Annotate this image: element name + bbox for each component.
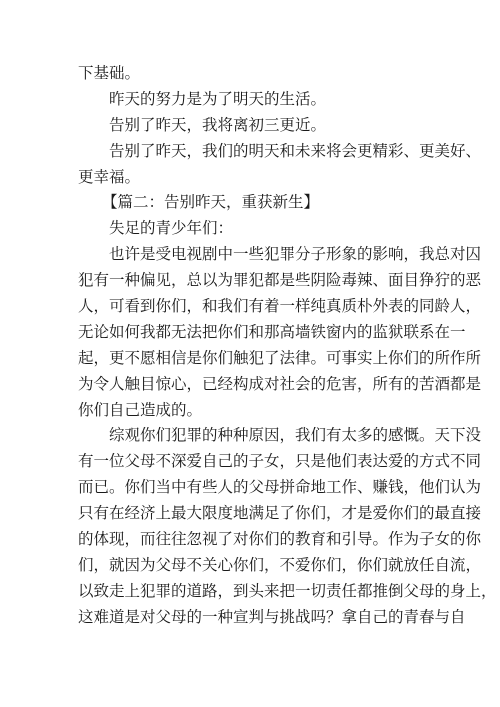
salutation	[78, 216, 428, 242]
document-page	[78, 61, 497, 631]
text-line: 有一位父母不深爱自己的子女，只是他们表达爱的方式不同	[78, 452, 482, 471]
text-line: 以致走上犯罪的道路，到头来把一切责任都推倒父母的身上，	[78, 581, 497, 600]
text-line: 你们自己造成的。	[78, 400, 203, 419]
text-line: 失足的青少年们：	[109, 219, 234, 238]
text-line: 为令人触目惊心，已经构成对社会的危害，所有的苦酒都是	[78, 374, 482, 393]
paragraph-body-1	[78, 242, 482, 423]
heading-text: 【篇二：告别昨天，重获新生】	[102, 193, 320, 212]
paragraph-body-2	[78, 423, 497, 630]
text-line: 昨天的努力是为了明天的生活。	[109, 89, 327, 108]
paragraph-effort	[78, 87, 428, 113]
text-line: 这难道是对父母的一种宣判与挑战吗？拿自己的青春与自	[78, 607, 466, 626]
text-line: 无论如何我都无法把你们和那高墙铁窗内的监狱联系在一	[78, 322, 466, 341]
text-line: 综观你们犯罪的种种原因，我们有太多的感慨。天下没	[109, 426, 482, 445]
text-line: 告别了昨天，我们的明天和未来将会更精彩、更美好、	[109, 141, 482, 160]
text-line: 们，就因为父母不关心你们，不爱你们，你们就放任自流，	[78, 555, 482, 574]
text-line: 起，更不愿相信是你们触犯了法律。可事实上你们的所作所	[78, 348, 482, 367]
paragraph-farewell-2	[78, 139, 482, 191]
text-line: 的体现，而往往忽视了对你们的教育和引导。作为子女的你	[78, 530, 482, 549]
text-line: 下基础。	[78, 64, 141, 82]
text-line: 犯有一种偏见，总以为罪犯都是些阴险毒辣、面目狰狞的恶	[78, 271, 482, 290]
text-line: 也许是受电视剧中一些犯罪分子形象的影响，我总对囚	[109, 245, 482, 264]
text-line: 只有在经济上最大限度地满足了你们，才是爱你们的最直接	[78, 504, 482, 523]
paragraph-tail	[78, 61, 428, 87]
text-line: 更幸福。	[78, 167, 141, 186]
text-line: 告别了昨天，我将离初三更近。	[109, 115, 327, 134]
text-line: 而已。你们当中有些人的父母拼命地工作、赚钱，他们认为	[78, 478, 482, 497]
paragraph-farewell-1	[78, 113, 428, 139]
text-line: 人，可看到你们，和我们有着一样纯真质朴外表的同龄人，	[78, 297, 482, 316]
section-heading	[78, 190, 428, 216]
